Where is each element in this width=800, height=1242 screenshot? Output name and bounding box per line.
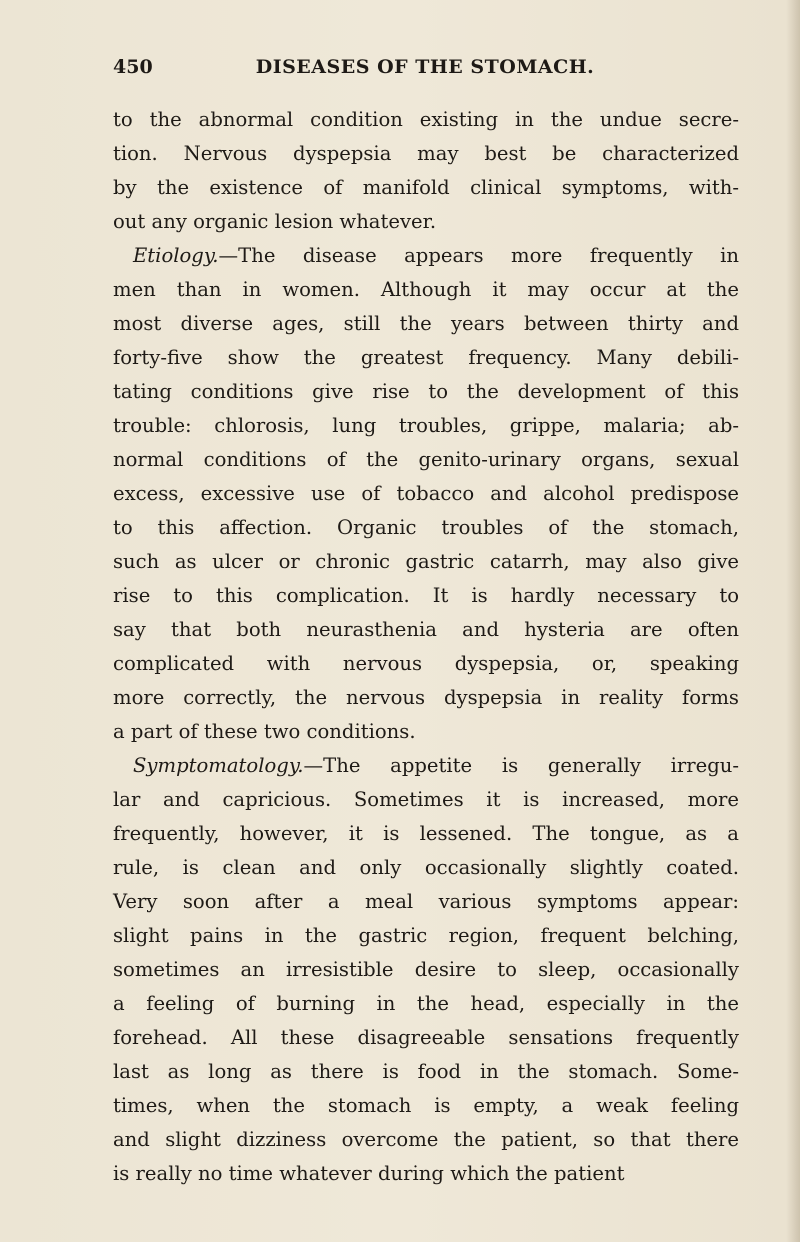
- section-heading-etiology: Etiology.: [133, 244, 219, 267]
- text-line: slight pains in the gastric region, frequent belching,: [113, 924, 739, 947]
- text-line: trouble: chlorosis, lung troubles, grippe, malaria; ab-: [113, 414, 739, 437]
- text-line: men than in women. Although it may occur at the: [113, 278, 739, 301]
- text-line: [113, 749, 739, 783]
- text-line: by the existence of manifold clinical symptoms, with-: [113, 176, 739, 199]
- text-line: complicated with nervous dyspepsia, or, speaking: [113, 652, 739, 675]
- page-edge-shadow: [786, 0, 800, 1242]
- text-line: such as ulcer or chronic gastric catarrh, may also give: [113, 550, 739, 573]
- text-line: say that both neurasthenia and hysteria are often: [113, 618, 739, 641]
- text-line: sometimes an irresistible desire to sleep, occasionally: [113, 958, 739, 981]
- text-line: tating conditions give rise to the development of this: [113, 380, 739, 403]
- text-line: normal conditions of the genito-urinary organs, sexual: [113, 448, 739, 471]
- text-line: last as long as there is food in the stomach. Some-: [113, 1060, 739, 1083]
- body-text: [113, 103, 739, 1191]
- text-line: times, when the stomach is empty, a weak feeling: [113, 1094, 739, 1117]
- text-line: out any organic lesion whatever.: [113, 210, 437, 233]
- text-line: rule, is clean and only occasionally slightly coated.: [113, 856, 739, 879]
- text-line: tion. Nervous dyspepsia may best be characterized: [113, 142, 739, 165]
- paragraph-symptomatology: [113, 749, 739, 1191]
- text-line: to this affection. Organic troubles of the stomach,: [113, 516, 739, 539]
- text-line: [113, 239, 739, 273]
- page-header: [113, 56, 737, 86]
- text-line: to the abnormal condition existing in the undue secre-: [113, 108, 739, 131]
- text-line: is really no time whatever during which the patient: [113, 1162, 625, 1185]
- text-line: forehead. All these disagreeable sensations frequently: [113, 1026, 739, 1049]
- page-number: 450: [113, 56, 153, 78]
- text-line: a part of these two conditions.: [113, 720, 416, 743]
- text-line: Very soon after a meal various symptoms appear:: [113, 890, 739, 913]
- text-line: more correctly, the nervous dyspepsia in reality forms: [113, 686, 739, 709]
- text-line: forty-five show the greatest frequency. Many debili-: [113, 346, 739, 369]
- running-head: DISEASES OF THE STOMACH.: [255, 56, 595, 78]
- text-line: and slight dizziness overcome the patient, so that there: [113, 1128, 739, 1151]
- paragraph-intro: [113, 103, 739, 239]
- text-fragment: —The appetite is generally irregu-: [303, 754, 739, 777]
- paragraph-etiology: [113, 239, 739, 749]
- text-line: rise to this complication. It is hardly necessary to: [113, 584, 739, 607]
- text-line: frequently, however, it is lessened. The tongue, as a: [113, 822, 739, 845]
- text-line: a feeling of burning in the head, especially in the: [113, 992, 739, 1015]
- text-line: most diverse ages, still the years between thirty and: [113, 312, 739, 335]
- section-heading-symptomatology: Symptomatology.: [133, 754, 304, 777]
- text-fragment: —The disease appears more frequently in: [218, 244, 739, 267]
- text-line: lar and capricious. Sometimes it is increased, more: [113, 788, 739, 811]
- text-line: excess, excessive use of tobacco and alcohol predispose: [113, 482, 739, 505]
